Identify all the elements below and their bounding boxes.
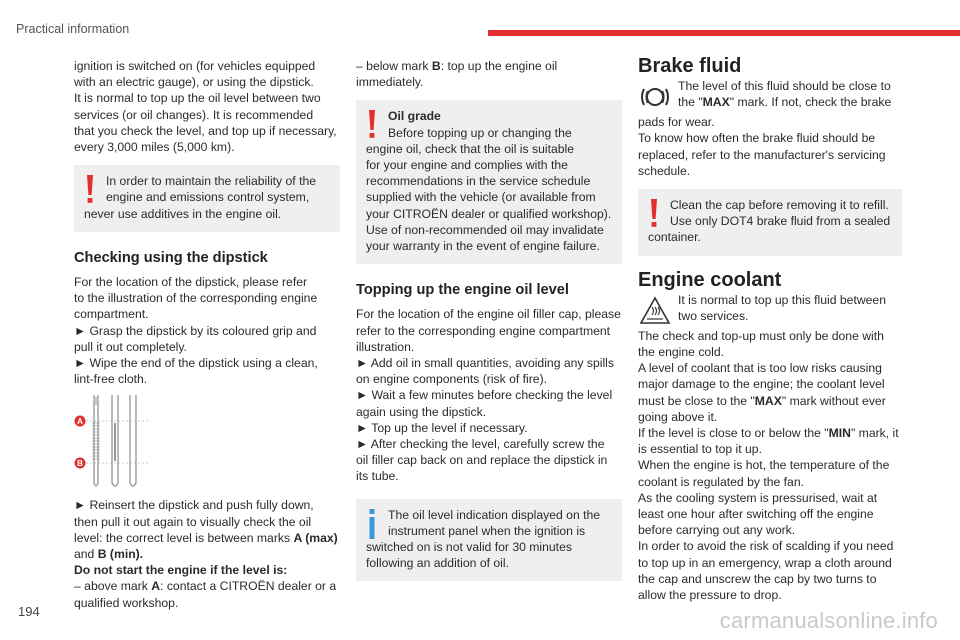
text-line: Clean the cap before removing it to refill.	[670, 198, 889, 213]
text-line: illustration.	[356, 339, 415, 354]
text-line: following an addition of oil.	[366, 556, 509, 571]
text-line: before carrying out any work.	[638, 523, 796, 538]
text-line: then pull it out again to visually check the oil	[74, 514, 312, 529]
dipstick-heading: Checking using the dipstick	[74, 249, 268, 266]
text-span: B	[431, 59, 441, 73]
dipstick-label-a: A	[77, 417, 83, 427]
text-line: with an electric gauge), or using the dipstick.	[74, 75, 314, 90]
coolant-intro	[638, 292, 902, 328]
exclamation-mark-icon	[84, 173, 96, 207]
text-span: – above mark	[74, 579, 152, 594]
text-line: refer to the corresponding engine compartment	[356, 323, 611, 338]
text-span: " mark without ever	[781, 393, 886, 408]
text-span: the "	[678, 95, 703, 110]
text-line	[74, 578, 340, 594]
text-line: its tube.	[356, 469, 399, 484]
text-line: the cap and unscrew the cap by two turns to	[638, 571, 877, 586]
watermark: carmanualsonline.info	[719, 608, 938, 633]
text-line: your warranty in the event of engine failure.	[366, 239, 600, 254]
dipstick-label-b: B	[77, 459, 83, 469]
header-title: Practical information	[16, 22, 130, 36]
dipstick-illustration	[74, 395, 154, 491]
text-line: replaced, refer to the manufacturer's servicing	[638, 147, 886, 162]
text-span: " mark. If not, check the brake	[729, 95, 892, 110]
text-line: least one hour after switching off the engine	[638, 507, 874, 522]
text-span: : top up the engine oil	[440, 59, 558, 73]
info-icon	[366, 507, 378, 541]
text-line: to top up in an emergency, wrap a cloth around	[638, 555, 892, 570]
text-line: As the cooling system is pressurised, wait at	[638, 490, 878, 505]
text-span: If the level is close to or below the "	[638, 426, 829, 441]
text-line: every 3,000 miles (5,000 km).	[74, 140, 235, 155]
exclamation-mark-icon	[366, 108, 378, 142]
text-line: on engine components (risk of fire).	[356, 372, 548, 387]
text-line: Before topping up or changing the	[388, 125, 572, 140]
header-accent-bar	[488, 30, 960, 36]
text-line: For the location of the dipstick, please refer	[74, 275, 308, 290]
text-line: coolant is regulated by the fan.	[638, 474, 804, 489]
column-1	[74, 58, 340, 611]
text-line: ► Grasp the dipstick by its coloured grip and	[74, 323, 317, 338]
text-line: pull it out completely.	[74, 339, 187, 354]
text-line: ► Wait a few minutes before checking the level	[356, 388, 613, 403]
text-span: A	[151, 579, 161, 594]
text-line	[356, 58, 622, 74]
text-line	[638, 393, 902, 409]
text-line: To know how often the brake fluid should be	[638, 131, 876, 146]
intro-paragraph	[74, 58, 340, 155]
reinsert-instructions	[74, 497, 340, 610]
brake-warning-icon	[638, 80, 672, 114]
brake-fluid-warning-note	[638, 189, 902, 256]
text-line: oil filler cap back on and replace the dipstick in	[356, 453, 608, 468]
text-line	[638, 425, 902, 441]
text-line: The oil level indication displayed on the	[388, 507, 601, 522]
text-line: switched on is not valid for 30 minutes	[366, 540, 572, 555]
text-line: Use only DOT4 brake fluid from a sealed	[670, 214, 891, 229]
text-line: In order to maintain the reliability of the	[106, 174, 317, 189]
text-line: schedule.	[638, 163, 691, 178]
text-span: – below mark	[356, 59, 432, 73]
text-line: allow the pressure to drop.	[638, 588, 782, 603]
column-3	[638, 55, 902, 603]
text-line: that you check the level, and top up if necessary,	[74, 123, 337, 138]
brake-fluid-intro	[638, 78, 902, 114]
text-line: major damage to the engine; the coolant level	[638, 377, 885, 392]
do-not-start-warning: Do not start the engine if the level is:	[74, 563, 288, 578]
text-line: engine oil, check that the oil is suitable	[366, 141, 574, 156]
dipstick-instructions	[74, 274, 340, 387]
text-line: compartment.	[74, 307, 149, 322]
text-span: level: the correct level is between marks	[74, 530, 294, 545]
text-span: must be close to the "	[638, 393, 755, 408]
dipstick-drawing	[74, 395, 154, 491]
text-span: : contact a CITROËN dealer or a	[160, 579, 337, 594]
text-line: two services.	[678, 309, 749, 324]
text-line: to the illustration of the corresponding engine	[74, 291, 318, 306]
additives-warning-note	[74, 165, 340, 232]
text-line: When the engine is hot, the temperature of the	[638, 458, 890, 473]
text-line: It is normal to top up the oil level between two	[74, 91, 321, 106]
text-span: MIN	[828, 426, 851, 441]
coolant-text	[638, 328, 902, 603]
text-span: " mark, it	[850, 426, 899, 441]
topup-instructions	[356, 306, 622, 484]
text-line: The check and top-up must only be done with	[638, 328, 884, 343]
oil-grade-warning-note	[356, 100, 622, 264]
text-line: engine and emissions control system,	[106, 190, 310, 205]
text-line: The level of this fluid should be close to	[678, 79, 891, 94]
page-number: 194	[18, 604, 40, 619]
exclamation-mark-icon	[648, 197, 660, 231]
topup-heading: Topping up the engine oil level	[356, 282, 569, 299]
text-line: for your engine and complies with the	[366, 158, 568, 173]
text-line: ignition is switched on (for vehicles equipped	[74, 59, 316, 73]
text-line: immediately.	[356, 75, 424, 90]
text-line: is essential to top it up.	[638, 442, 762, 457]
text-line: your CITROËN dealer or qualified workshop).	[366, 206, 612, 221]
text-line: qualified workshop.	[74, 595, 179, 610]
text-line: ► Wipe the end of the dipstick using a clean,	[74, 356, 318, 371]
oil-grade-title: Oil grade	[388, 109, 441, 124]
text-span: and	[74, 547, 98, 562]
min-mark-label: B (min).	[97, 547, 144, 562]
text-line	[74, 546, 340, 562]
brake-fluid-heading: Brake fluid	[638, 55, 742, 77]
text-line: In order to avoid the risk of scalding if you need	[638, 539, 894, 554]
oil-indication-info-note	[356, 499, 622, 582]
text-line: ► Top up the level if necessary.	[356, 420, 528, 435]
text-line: container.	[648, 230, 701, 245]
below-mark-instruction	[356, 58, 622, 90]
text-line: lint-free cloth.	[74, 372, 148, 387]
column-2	[356, 58, 622, 581]
text-line: ► Reinsert the dipstick and push fully down,	[74, 498, 314, 513]
text-line: supplied with the vehicle (or available from	[366, 190, 596, 205]
text-line: never use additives in the engine oil.	[84, 206, 282, 221]
brake-fluid-text	[638, 114, 902, 179]
text-line: instrument panel when the ignition is	[388, 523, 586, 538]
text-line: Use of non-recommended oil may invalidate	[366, 222, 604, 237]
text-line: recommendations in the service schedule	[366, 174, 591, 189]
text-line: ► After checking the level, carefully screw the	[356, 437, 605, 452]
text-line: For the location of the engine oil filler cap, please	[356, 307, 621, 322]
text-line: services (or oil changes). It is recommended	[74, 107, 314, 122]
text-span: MAX	[702, 95, 730, 110]
text-line: the engine cold.	[638, 345, 725, 360]
text-line: going above it.	[638, 409, 718, 424]
text-line: A level of coolant that is too low risks causing	[638, 361, 882, 376]
text-line: ► Add oil in small quantities, avoiding any spills	[356, 356, 614, 371]
text-line: pads for wear.	[638, 115, 715, 130]
text-line	[678, 94, 891, 110]
engine-coolant-heading: Engine coolant	[638, 268, 782, 291]
text-line: It is normal to top up this fluid between	[678, 292, 886, 307]
coolant-warning-icon	[638, 294, 672, 328]
text-line	[74, 530, 340, 546]
text-line: again using the dipstick.	[356, 404, 487, 419]
max-mark-label: A (max)	[293, 530, 338, 545]
text-span: MAX	[754, 393, 782, 408]
